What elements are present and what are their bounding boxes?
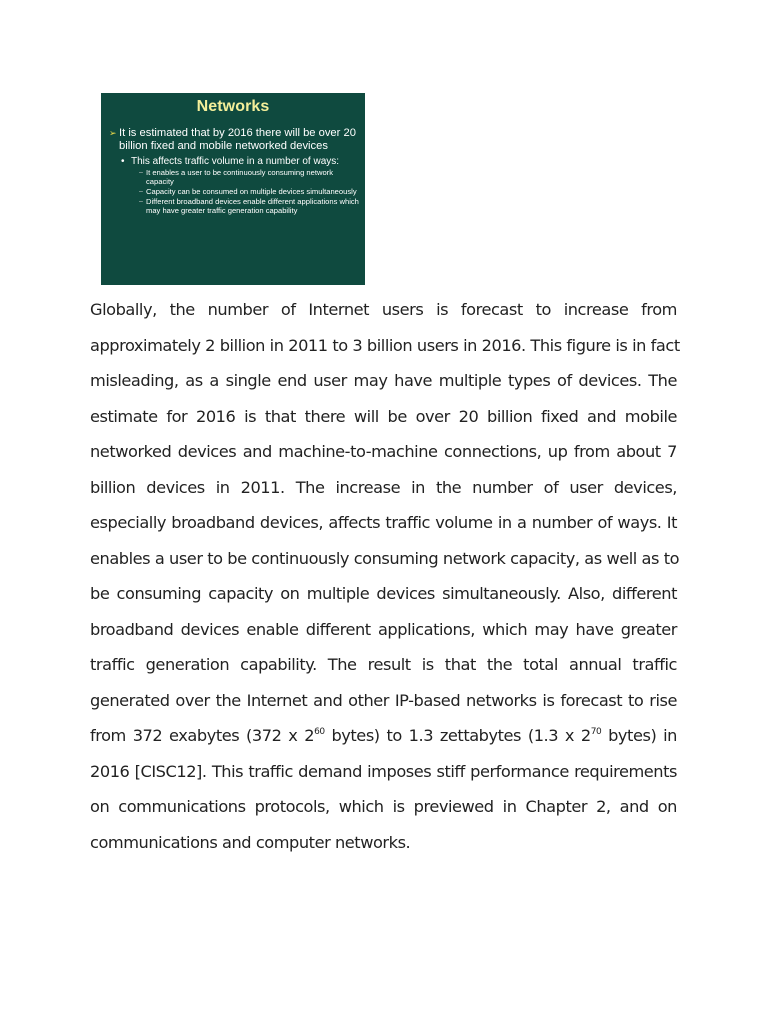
slide-bullet-text: This affects traffic volume in a number of ways: bbox=[131, 156, 340, 168]
body-paragraph bbox=[90, 292, 680, 860]
dash-bullet-icon: – bbox=[139, 169, 143, 177]
paragraph-line: networked devices and machine-to-machine connections, up from about 7 bbox=[90, 442, 677, 461]
paragraph-line: estimate for 2016 is that there will be over 20 billion fixed and mobile bbox=[90, 406, 677, 426]
slide-bullet-level2 bbox=[121, 156, 359, 167]
dot-bullet-icon: • bbox=[121, 156, 125, 168]
paragraph-line: generated over the Internet and other IP-based networks is forecast to rise bbox=[90, 690, 677, 710]
slide-body bbox=[109, 127, 359, 217]
paragraph-line: especially broadband devices, affects traffic volume in a number of ways. It bbox=[90, 513, 677, 532]
paragraph-line: broadband devices enable different applications, which may have greater bbox=[90, 619, 677, 639]
paragraph-line: 2016 [CISC12]. This traffic demand imposes stiff performance requirements bbox=[90, 761, 677, 781]
line-text-segment: from 372 exabytes (372 x 2 bbox=[90, 726, 315, 745]
exponent-70: 70 bbox=[590, 727, 602, 737]
paragraph-line: approximately 2 billion in 2011 to 3 billion users in 2016. This figure is in fact bbox=[90, 335, 680, 355]
exponent-60: 60 bbox=[314, 727, 325, 737]
dash-bullet-icon: – bbox=[139, 187, 143, 195]
paragraph-line: be consuming capacity on multiple devices simultaneously. Also, different bbox=[90, 584, 677, 603]
slide-title: Networks bbox=[196, 98, 270, 115]
paragraph-line: billion devices in 2011. The increase in the number of user devices, bbox=[90, 477, 677, 497]
paragraph-line-with-exponents bbox=[90, 718, 677, 754]
arrow-bullet-icon: ➢ bbox=[109, 128, 117, 138]
dash-bullet-icon: – bbox=[139, 197, 143, 205]
paragraph-line: Globally, the number of Internet users is forecast to increase from bbox=[90, 300, 677, 319]
slide-bullet-text: It is estimated that by 2016 there will be over 20 billion fixed and mobile networked devices bbox=[119, 127, 356, 152]
slide-sub-bullet bbox=[139, 198, 359, 215]
slide-sub-bullet bbox=[139, 188, 359, 197]
slide-sub-bullet-text: It enables a user to be continuously consuming network capacity bbox=[146, 168, 333, 186]
line-text-segment: bytes) in bbox=[601, 726, 677, 745]
line-text-segment: bytes) to 1.3 zettabytes (1.3 x 2 bbox=[324, 726, 591, 745]
slide-bullet-level1 bbox=[109, 127, 359, 152]
networks-slide-image bbox=[101, 93, 365, 285]
slide-sub-bullet-text: Capacity can be consumed on multiple devices simultaneously bbox=[146, 186, 357, 196]
paragraph-line: on communications protocols, which is previewed in Chapter 2, and on bbox=[90, 797, 677, 816]
paragraph-line: traffic generation capability. The result is that the total annual traffic bbox=[90, 655, 677, 674]
paragraph-line: misleading, as a single end user may have multiple types of devices. The bbox=[90, 371, 677, 390]
slide-sub-bullet bbox=[139, 169, 359, 186]
slide-sub-bullet-list bbox=[139, 169, 359, 215]
paragraph-line: enables a user to be continuously consuming network capacity, as well as to bbox=[90, 548, 680, 568]
paragraph-line: communications and computer networks. bbox=[90, 832, 411, 852]
slide-sub-bullet-text: Different broadband devices enable different applications which may have greater traffic generation capability bbox=[146, 196, 359, 215]
